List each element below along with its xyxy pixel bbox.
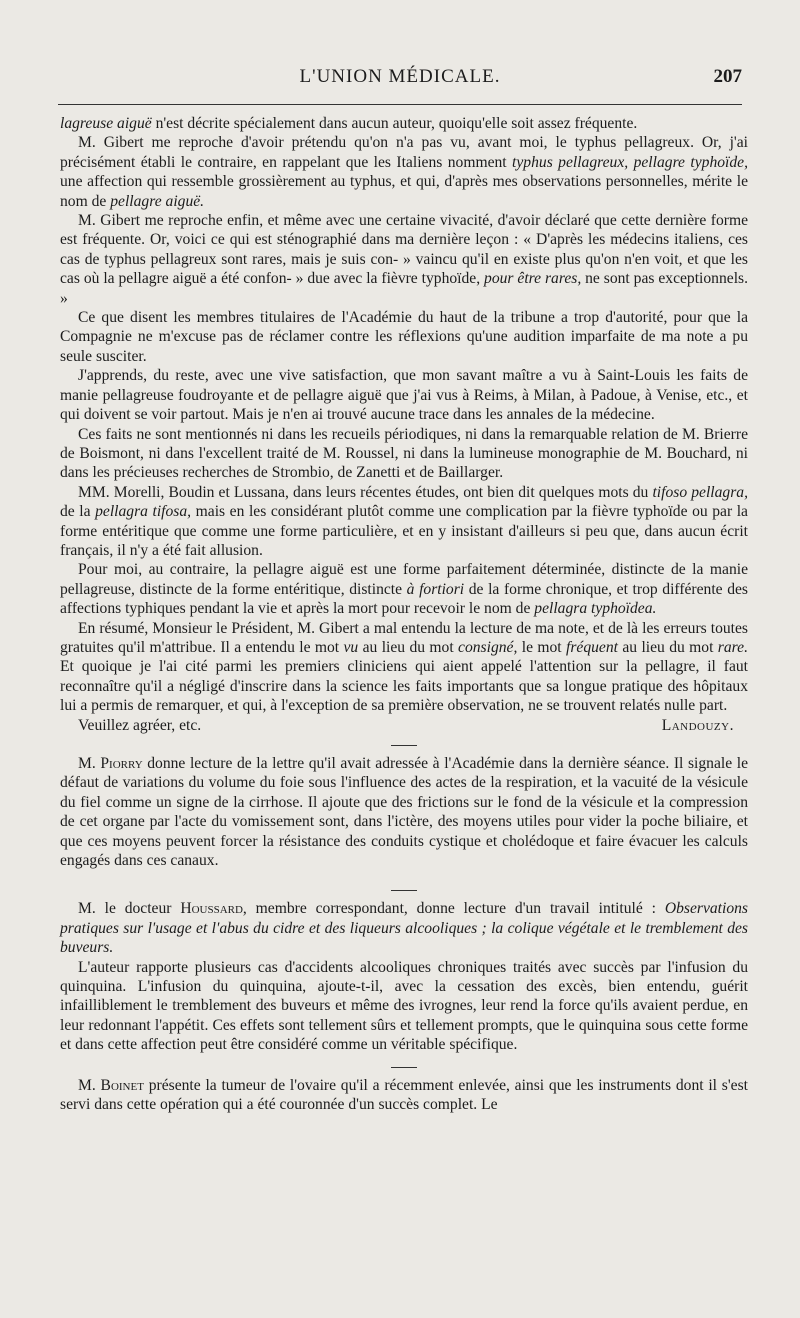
speaker-name: Houssard bbox=[180, 900, 243, 918]
text-run: le mot bbox=[517, 638, 567, 656]
speaker-name: Piorry bbox=[100, 755, 143, 772]
paragraph bbox=[60, 114, 748, 133]
paragraph bbox=[60, 211, 748, 308]
section-separator bbox=[391, 890, 417, 891]
page-number: 207 bbox=[713, 66, 742, 87]
italic-term: rare. bbox=[717, 638, 748, 656]
italic-term: fréquent bbox=[566, 638, 618, 656]
italic-term: à fortiori bbox=[406, 580, 465, 598]
text-run: de la forme chronique, et trop différente des affections typhiques pendant la vie et après la mort pour recevoir le nom de bbox=[60, 580, 748, 618]
italic-title: Observations pratiques sur l'usage et l'abus du cidre et des liqueurs alcooliques ; la colique végétale et le tremblement des buveurs. bbox=[60, 900, 748, 957]
text-run: Pour moi, au contraire, la pellagre aiguë est une forme parfaitement déterminée, distincte de la manie pellagreuse, distincte de la forme entéritique, distincte bbox=[60, 561, 748, 598]
paragraph bbox=[60, 619, 748, 716]
text-run: En résumé, Monsieur le Président, M. Gibert a mal entendu la lecture de ma note, et de là les erreurs toutes gratuites qu'il m'attribue. Il a entendu le mot bbox=[60, 619, 748, 656]
closing-formula: Veuillez agréer, etc. bbox=[78, 716, 202, 734]
text-run: ne sont pas exceptionnels. » bbox=[60, 270, 748, 307]
text-run: mais en les considérant plutôt comme une complication par la fièvre typhoïde ou par la forme entéritique que comme une forme particulière, et en y insistant d'ailleurs si peu que, dans aucun écrit français, il n'y a été fait allusion. bbox=[60, 503, 748, 559]
paragraph bbox=[60, 899, 748, 957]
section-separator bbox=[391, 1067, 417, 1068]
letter-signoff bbox=[60, 716, 748, 735]
text-run: au lieu du mot bbox=[617, 638, 718, 656]
paragraph bbox=[60, 366, 748, 424]
text-run: présente la tumeur de l'ovaire qu'il a récemment enlevée, ainsi que les instruments dont il s'est servi dans cette opération qui a été couronnée d'un succès complet. Le bbox=[60, 1076, 748, 1114]
text-run: J'apprends, du reste, avec une vive satisfaction, que mon savant maître a vu à Saint-Louis les faits de manie pellagreuse foudroyante et de pellagre aiguë que j'ai vus à Reims, à Milan, à Padoue, à Venise, etc., et qui doivent se voir partout. Mais je n'en ai trouvé aucune trace dans les annales de la médecine. bbox=[60, 367, 748, 424]
text-run: , membre correspondant, donne lecture d'un travail intitulé : bbox=[242, 900, 665, 918]
text-run: au lieu du mot bbox=[358, 638, 459, 656]
text-run: Et quoique je l'ai cité parmi les premiers cliniciens qui aient appelé l'attention sur la pellagre, il faut reconnaître qu'il a négligé d'inscrire dans la science les faits importants que sa longue pratique des hôpitaux lui a permis de remarquer, et qui, à l'exception de sa première observation, ne se trouvent relatés nulle part. bbox=[60, 658, 748, 715]
article-body bbox=[60, 114, 748, 1115]
paragraph bbox=[60, 483, 748, 561]
text-run: M. le docteur bbox=[78, 900, 181, 918]
italic-term: pour être rares, bbox=[484, 270, 582, 288]
text-run: M. bbox=[78, 755, 101, 772]
text-run: M. Gibert me reproche enfin, et même avec une certaine vivacité, d'avoir déclaré que cette dernière forme est fréquente. Or, voici ce qui est sténographié dans ma dernière leçon : « D'après les médecins italiens, ces cas de typhus pellagreux sont rares, mais je suis con- » vaincu qu'il en existe plus qu'on n'en voit, et que les cas où la pellagre aiguë a été confon- » due avec la fièvre typhoïde, bbox=[60, 212, 748, 288]
text-run: L'auteur rapporte plusieurs cas d'accidents alcooliques chroniques traités avec succès par l'infusion du quinquina. L'infusion du quinquina, ajoute-t-il, avec la cessation des excès, bien entendu, guérit infailliblement le tremblement des buveurs et même des ivrognes, leur rend la force qu'ils avaient perdue, en leur redonnant l'appétit. Ces effets sont tellement sûrs et tellement prompts, que le quinquina sous cette forme et dans cette affection peut être considéré comme un véritable spécifique. bbox=[60, 958, 748, 1054]
paragraph bbox=[60, 560, 748, 618]
paragraph bbox=[60, 425, 748, 483]
text-run: Ce que disent les membres titulaires de l'Académie du haut de la tribune a trop d'autorité, pour que la Compagnie ne m'excuse pas de réclamer contre les réflexions qu'une audition imparfaite de ma note a pu seule susciter. bbox=[60, 309, 748, 365]
section-separator bbox=[391, 745, 417, 746]
signature: Landouzy. bbox=[661, 716, 734, 734]
page-header bbox=[58, 66, 742, 94]
text-run: donne lecture de la lettre qu'il avait adressée à l'Académie dans la dernière séance. Il signale le défaut de variations du volume du foie sous l'influence des actes de la respiration, et la vacuité de la vésicule du fiel comme un signe de la cirrhose. Il ajoute que des frictions sur le fond de la vésicule et la compression de cet organe par l'acte du vomissement sont, dans l'ictère, des moyens utiles pour vider la poche biliaire, et que ces moyens peuvent forcer la résistance des conduits cystique et cholédoque et faire évacuer les calculs engagés dans ces canaux. bbox=[60, 755, 748, 870]
paragraph bbox=[60, 958, 748, 1055]
running-title: L'UNION MÉDICALE. bbox=[299, 66, 501, 87]
paragraph bbox=[60, 133, 748, 211]
italic-term: lagreuse aiguë bbox=[60, 115, 152, 132]
text-run: M. Gibert me reproche d'avoir prétendu qu'on n'a pas vu, avant moi, le typhus pellagreux. Or, j'ai précisément établi le contraire, en rappelant que les Italiens nomment bbox=[60, 134, 748, 171]
paragraph bbox=[60, 308, 748, 366]
italic-term: consigné, bbox=[458, 638, 518, 656]
paragraph bbox=[60, 754, 748, 870]
italic-term: pellagra typhoïdea. bbox=[534, 600, 657, 618]
header-rule bbox=[58, 104, 742, 105]
text-run: n'est décrite spécialement dans aucun auteur, quoiqu'elle soit assez fréquente. bbox=[151, 115, 638, 132]
italic-term: typhus pellagreux, pellagre typhoïde, bbox=[512, 153, 748, 171]
paragraph bbox=[60, 1076, 748, 1115]
speaker-name: Boinet bbox=[100, 1076, 144, 1094]
text-run: M. bbox=[78, 1076, 101, 1094]
italic-term: vu bbox=[343, 638, 359, 656]
italic-term: tifoso pellagra, bbox=[652, 483, 748, 501]
text-run: Ces faits ne sont mentionnés ni dans les recueils périodiques, ni dans la remarquable relation de M. Brierre de Boismont, ni dans l'excellent traité de M. Roussel, ni dans la lumineuse monographie de M. Bouchard, ni dans les précieuses recherches de Strombio, de Zanetti et de Baillarger. bbox=[60, 425, 748, 482]
italic-term: pellagre aiguë. bbox=[110, 192, 205, 210]
text-run: de la bbox=[60, 503, 96, 521]
text-run: une affection qui ressemble grossièrement au typhus, et qui, d'après mes observations personnelles, mérite le nom de bbox=[60, 173, 748, 210]
italic-term: pellagra tifosa, bbox=[95, 503, 192, 521]
text-run: MM. Morelli, Boudin et Lussana, dans leurs récentes études, ont bien dit quelques mots du bbox=[78, 483, 653, 501]
